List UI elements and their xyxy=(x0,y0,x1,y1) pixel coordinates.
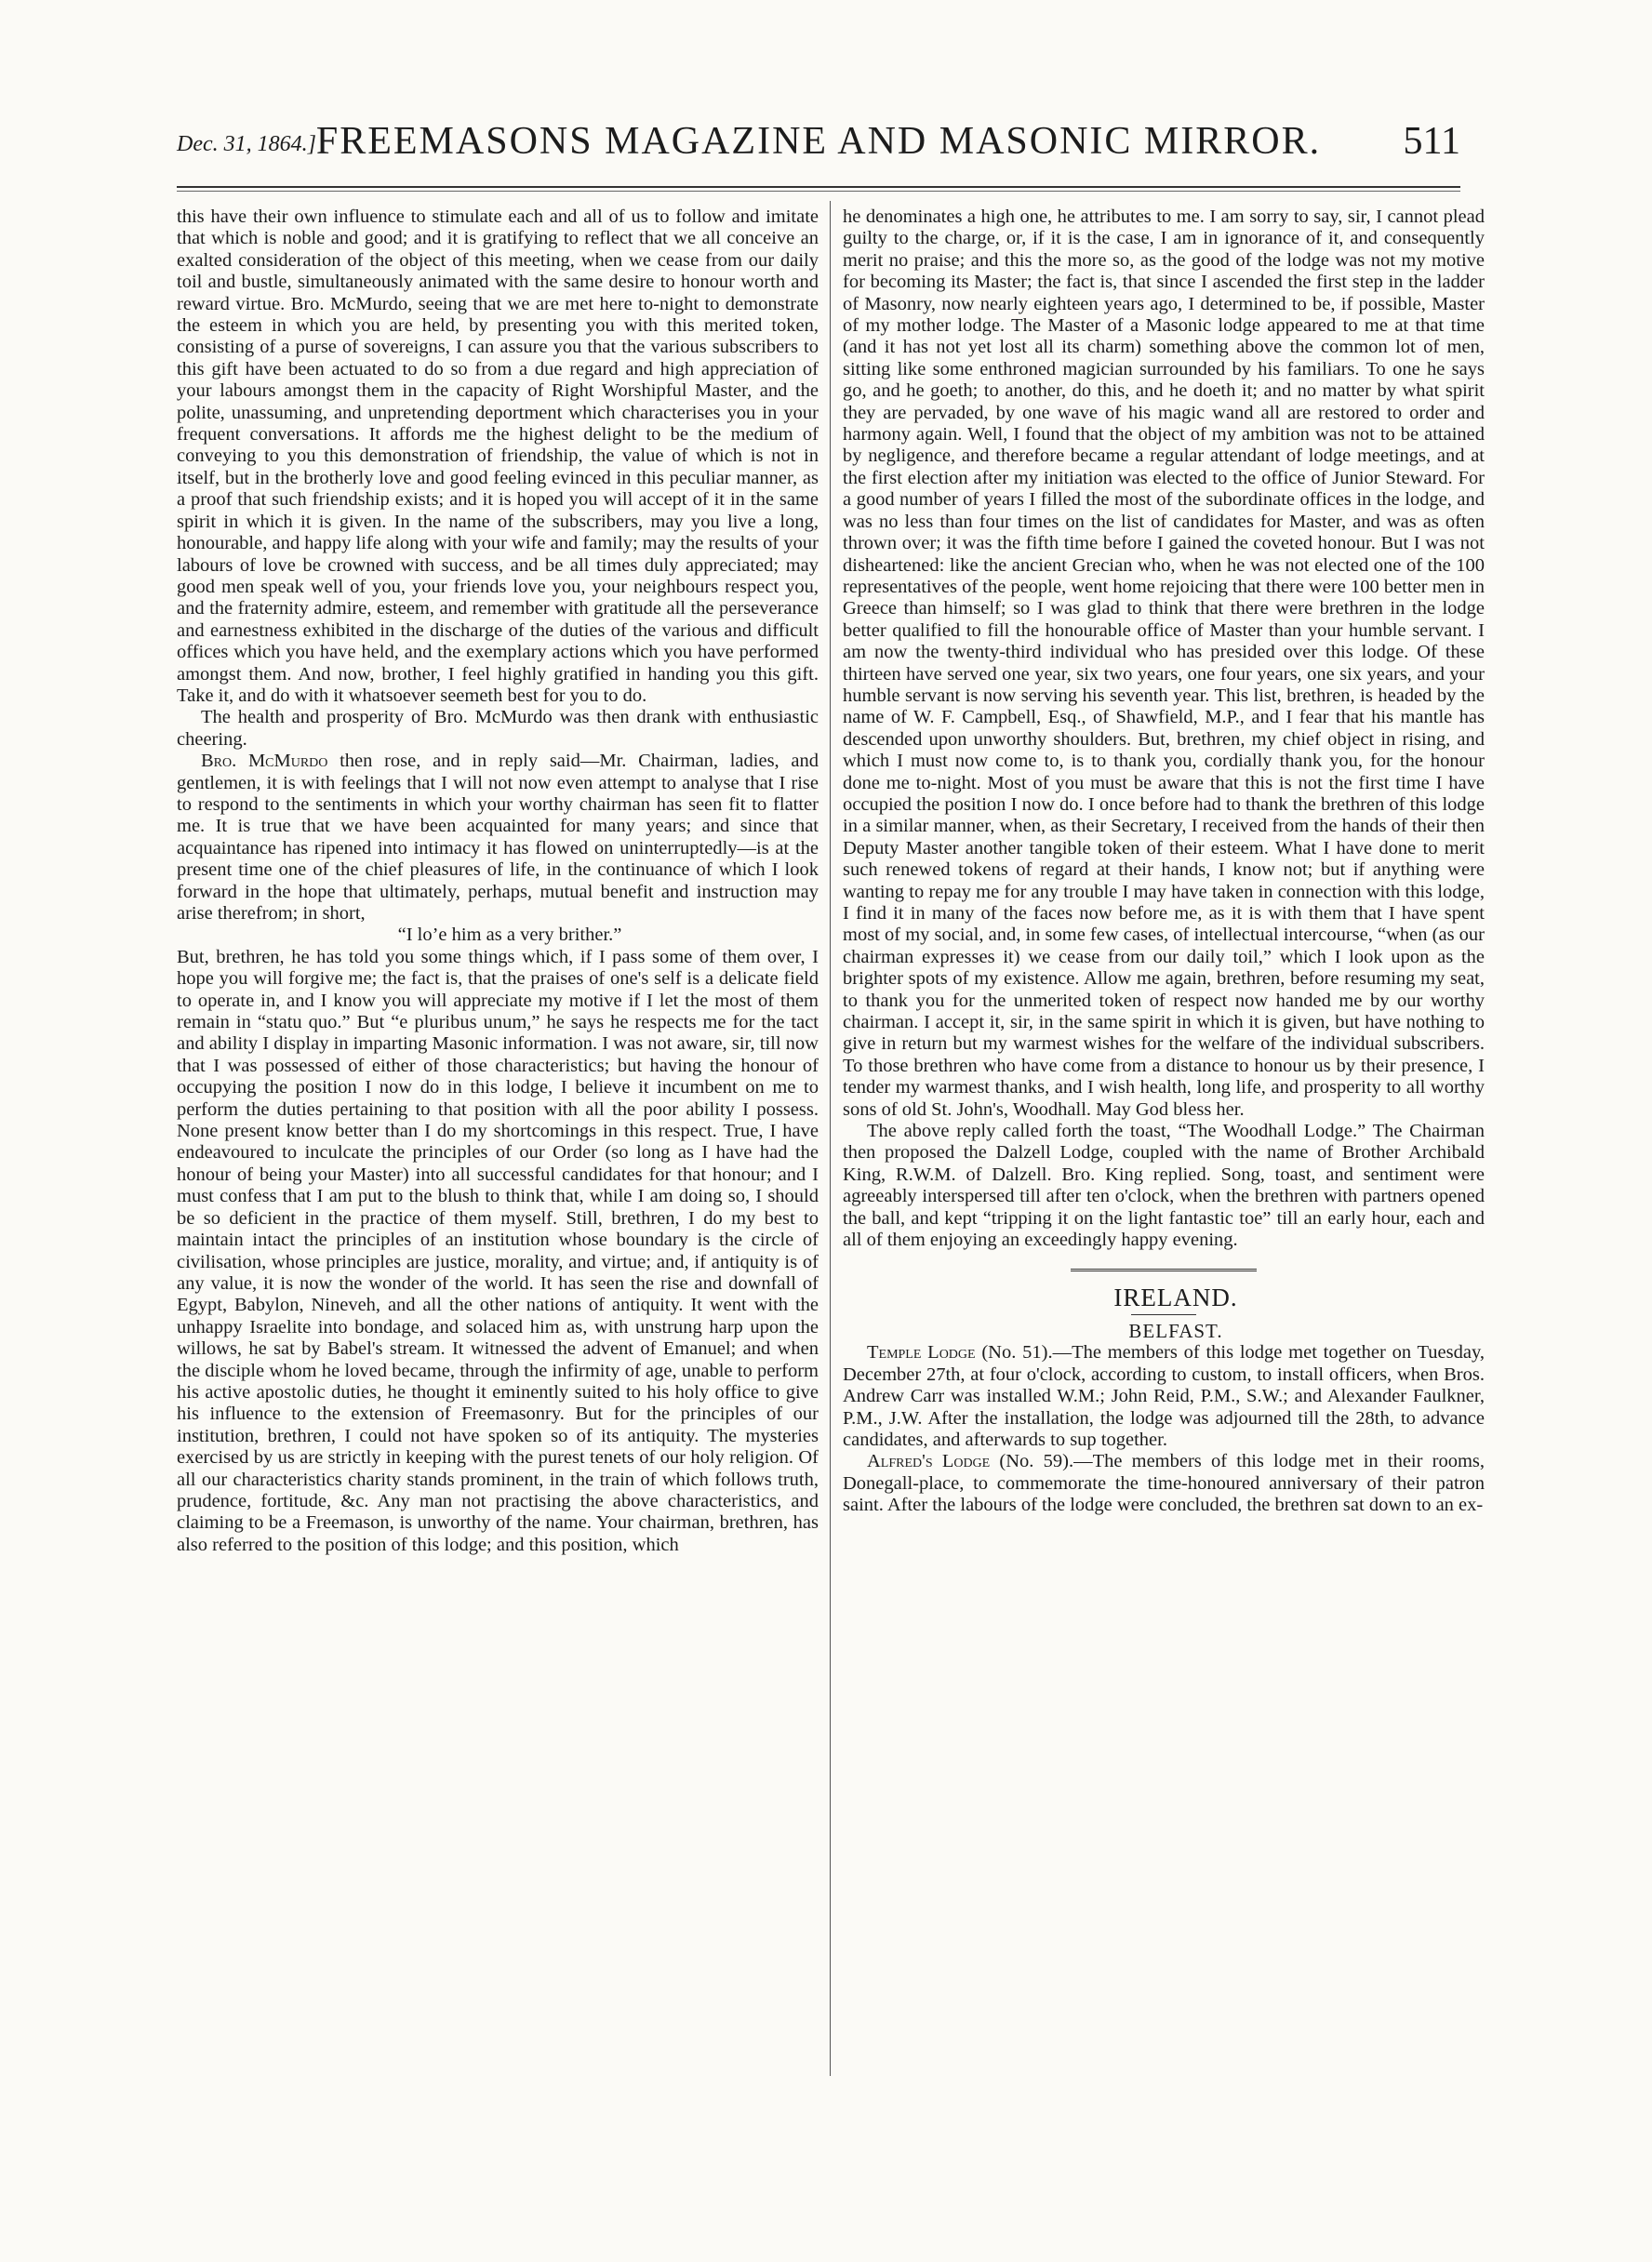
paragraph: But, brethren, he has told you some things which, if I pass some of them over, I hope you will forgive me; the fact is, that the praises of one's self is a delicate field to operate in, and I know you will appreciate my motive if I let the most of them remain in “statu quo.” But “e pluribus unum,” he says he respects me for the tact and ability I display in imparting Masonic information. I was not aware, sir, till now that I was possessed of either of those characteristics; but having the honour of occupying the position I now do in this lodge, I believe it incumbent on me to perform the duties pertaining to that position with all the poor ability I possess. None present know better than I do my shortcomings in this respect. True, I have endeavoured to inculcate the principles of our Order (so long as I have had the honour of being your Master) into all successful candidates for that honour; and I must confess that I am put to the blush to think that, while I am doing so, I should be so deficient in the practice of them myself. Still, brethren, I do my best to maintain intact the principles of an institution whose boundary is the circle of civilisation, whose principles are justice, morality, and virtue; and, if antiquity is of any value, it is now the wonder of the world. It has seen the rise and downfall of Egypt, Babylon, Nineveh, and all the other nations of antiquity. It went with the unhappy Israelite into bondage, and solaced him as, with unstrung harp upon the willows, he sat by Babel's stream. It witnessed the advent of Emanuel; and when the disciple whom he loved became, through the infirmity of age, unable to perform his active apostolic duties, he thought it eminently suited to his holy office to give his influence to the extension of Freemasonry. But for the principles of our institution, brethren, I could not have spoken so of its antiquity. The mysteries exercised by us are strictly in keeping with the purest tenets of our holy religion. Of all our characteristics charity stands prominent, in the train of which follows truth, prudence, fortitude, &c. Any man not practising the above characteristics, and claiming to be a Freemason, is unworthy of the name. Your chairman, brethren, has also referred to the position of this lodge; and this position, which xyxy=(177,946,819,1555)
paragraph-text: then rose, and in reply said—Mr. Chairman, ladies, and gentlemen, it is with feelings that I will not now even attempt to analyse that I rise to respond to the sentiments in which your worthy chairman has seen fit to flatter me. It is true that we have been acquainted for many years; and since that acquaintance has ripened into intimacy it has flowed on uninterruptedly—is at the present time one of the chief pleasures of life, in the continuance of which I look forward in the hope that ultimately, perhaps, mutual benefit and instruction may arise therefrom; in short, xyxy=(177,751,819,924)
paragraph xyxy=(843,1451,1485,1516)
paragraph xyxy=(843,1342,1485,1451)
page-header xyxy=(177,119,1460,164)
page-number: 511 xyxy=(1403,120,1460,163)
paragraph: this have their own influence to stimulate each and all of us to follow and imitate that which is noble and good; and it is gratifying to reflect that we all conceive an exalted consideration of the object of this meeting, when we cease from our daily toil and bustle, simultaneously animated with the same desire to honour worth and reward virtue. Bro. McMurdo, seeing that we are met here to-night to demonstrate the esteem in which you are held, by presenting you with this merited token, consisting of a purse of sovereigns, I can assure you that the various subscribers to this gift have been actuated to do so from a due regard and high appreciation of your labours amongst them in the capacity of Right Worshipful Master, and the polite, unassuming, and unpretending deportment which characterises you in your frequent conversations. It affords me the highest delight to be the medium of conveying to you this demonstration of friendship, the value of which is not in itself, but in the brotherly love and good feeling evinced in this peculiar manner, as a proof that such friendship exists; and it is hoped you will accept of it in the same spirit in which it is given. In the name of the subscribers, may you live a long, honourable, and happy life along with your wife and family; may the results of your labours of love be crowned with success, and be all times duly appreciated; may good men speak well of you, your friends love you, your neighbours respect you, and the fraternity admire, esteem, and remember with gratitude all the perseverance and earnestness exhibited in the discharge of the duties of the various and difficult offices which you have held, and the exemplary actions which you have performed amongst them. And now, brother, I feel highly gratified in handing you this gift. Take it, and do with it whatsoever seemeth best for you to do. xyxy=(177,206,819,706)
title-rule xyxy=(1131,1314,1196,1315)
paragraph-text: (No. 51).—The members of this lodge met together on Tuesday, December 27th, at four o'clock, according to custom, to install officers, when Bros. Andrew Carr was installed W.M.; John Reid, P.M., S.W.; and Alexander Faulkner, P.M., J.W. After the installation, the lodge was adjourned till the 28th, to advance candidates, and afterwards to sup together. xyxy=(843,1342,1485,1450)
lodge-name: Temple Lodge xyxy=(867,1342,976,1364)
paragraph: he denominates a high one, he attributes to me. I am sorry to say, sir, I cannot plead guilty to the charge, or, if it is the case, I am in ignorance of it, and consequently merit no praise; and this the more so, as the good of the lodge was not my motive for becoming its Master; the fact is, that since I ascended the first step in the ladder of Masonry, now nearly eighteen years ago, I determined to be, if possible, Master of my mother lodge. The Master of a Masonic lodge appeared to me at that time (and it has not yet lost all its charm) something above the common lot of men, sitting like some enthroned magician surrounded by his familiars. To one he says go, and he goeth; to another, do this, and he doeth it; and no matter by what spirit they are pervaded, by one wave of his magic wand all are restored to order and harmony again. Well, I found that the object of my ambition was not to be attained by negligence, and therefore became a regular attendant of lodge meetings, and at the first election after my initiation was elected to the office of Junior Steward. For a good number of years I filled the most of the subordinate offices in the lodge, and was no less than four times on the list of candidates for Master, and was as often thrown over; it was the fifth time before I gained the coveted honour. But I was not disheartened: like the ancient Grecian who, when he was not elected one of the 100 representatives of the people, went home rejoicing that there were 100 better men in Greece than himself; so I was glad to think that there were brethren in the lodge better qualified to fill the honourable office of Master than your humble servant. I am now the twenty-third individual who has presided over this lodge. Of these thirteen have served one year, six two years, one four years, one six years, and your humble servant is now serving his seventh year. This list, brethren, is headed by the name of W. F. Campbell, Esq., of Shawfield, M.P., and I fear that his mantle has descended upon unworthy shoulders. But, brethren, my chief object in rising, and which I must now come to, is to thank you, cordially thank you, for the honour done me to-night. Most of you must be aware that this is not the first time I have occupied the position I now do. I once before had to thank the brethren of this lodge in a similar manner, when, as their Secretary, I received from the hands of their then Deputy Master another tangible token of their esteem. What I have done to merit such renewed tokens of regard at their hands, I know not; but if anything were wanting to repay me for any trouble I may have taken in connection with this lodge, I find it in many of the faces now before me, as it is with them that I have spent most of my social, and, in some few cases, of intellectual intercourse, “when (as our chairman expresses it) we cease from our daily toil,” which I look upon as the brighter spots of my existence. Allow me again, brethren, before resuming my seat, to thank you for the unmerited token of respect now handed me by our worthy chairman. I accept it, sir, in the same spirit in which it is given, but have nothing to give in return but my warmest wishes for the welfare of the individual subscribers. To those brethren who have come from a distance to honour us by their presence, I tender my warmest thanks, and I wish health, long life, and prosperity to all worthy sons of old St. John's, Woodhall. May God bless her. xyxy=(843,206,1485,1120)
section-subtitle: BELFAST. xyxy=(1128,1319,1223,1342)
issue-date: Dec. 31, 1864.] xyxy=(177,132,316,156)
paragraph-text: (No. 59).—The members of this lodge met in their rooms, Donegall-place, to commemorate the time-honoured anniversary of their patron saint. After the labours of the lodge were concluded, the brethren sat down to an ex- xyxy=(843,1451,1485,1516)
column-divider xyxy=(830,201,831,2076)
header-rule xyxy=(177,186,1460,188)
section-divider xyxy=(1071,1269,1257,1274)
quotation: “I lo’e him as a very brither.” xyxy=(397,925,622,946)
paragraph xyxy=(177,751,819,925)
speaker-name: Bro. McMurdo xyxy=(201,751,328,772)
lodge-name: Alfred's Lodge xyxy=(867,1451,991,1472)
right-column xyxy=(843,206,1485,1517)
header-rule-thin xyxy=(177,191,1460,192)
magazine-title: FREEMASONS MAGAZINE AND MASONIC MIRROR. xyxy=(315,120,1322,163)
paragraph: The above reply called forth the toast, “The Woodhall Lodge.” The Chairman then proposed the Dalzell Lodge, coupled with the name of Brother Archibald King, R.W.M. of Dalzell. Bro. King replied. Song, toast, and sentiment were agreeably interspersed till after ten o'clock, when the brethren with partners opened the ball, and kept “tripping it on the light fantastic toe” till an early hour, each and all of them enjoying an exceedingly happy evening. xyxy=(843,1121,1485,1251)
section-title: IRELAND. xyxy=(1113,1283,1238,1311)
left-column xyxy=(177,206,819,1556)
paragraph: The health and prosperity of Bro. McMurdo was then drank with enthusiastic cheering. xyxy=(177,707,819,750)
